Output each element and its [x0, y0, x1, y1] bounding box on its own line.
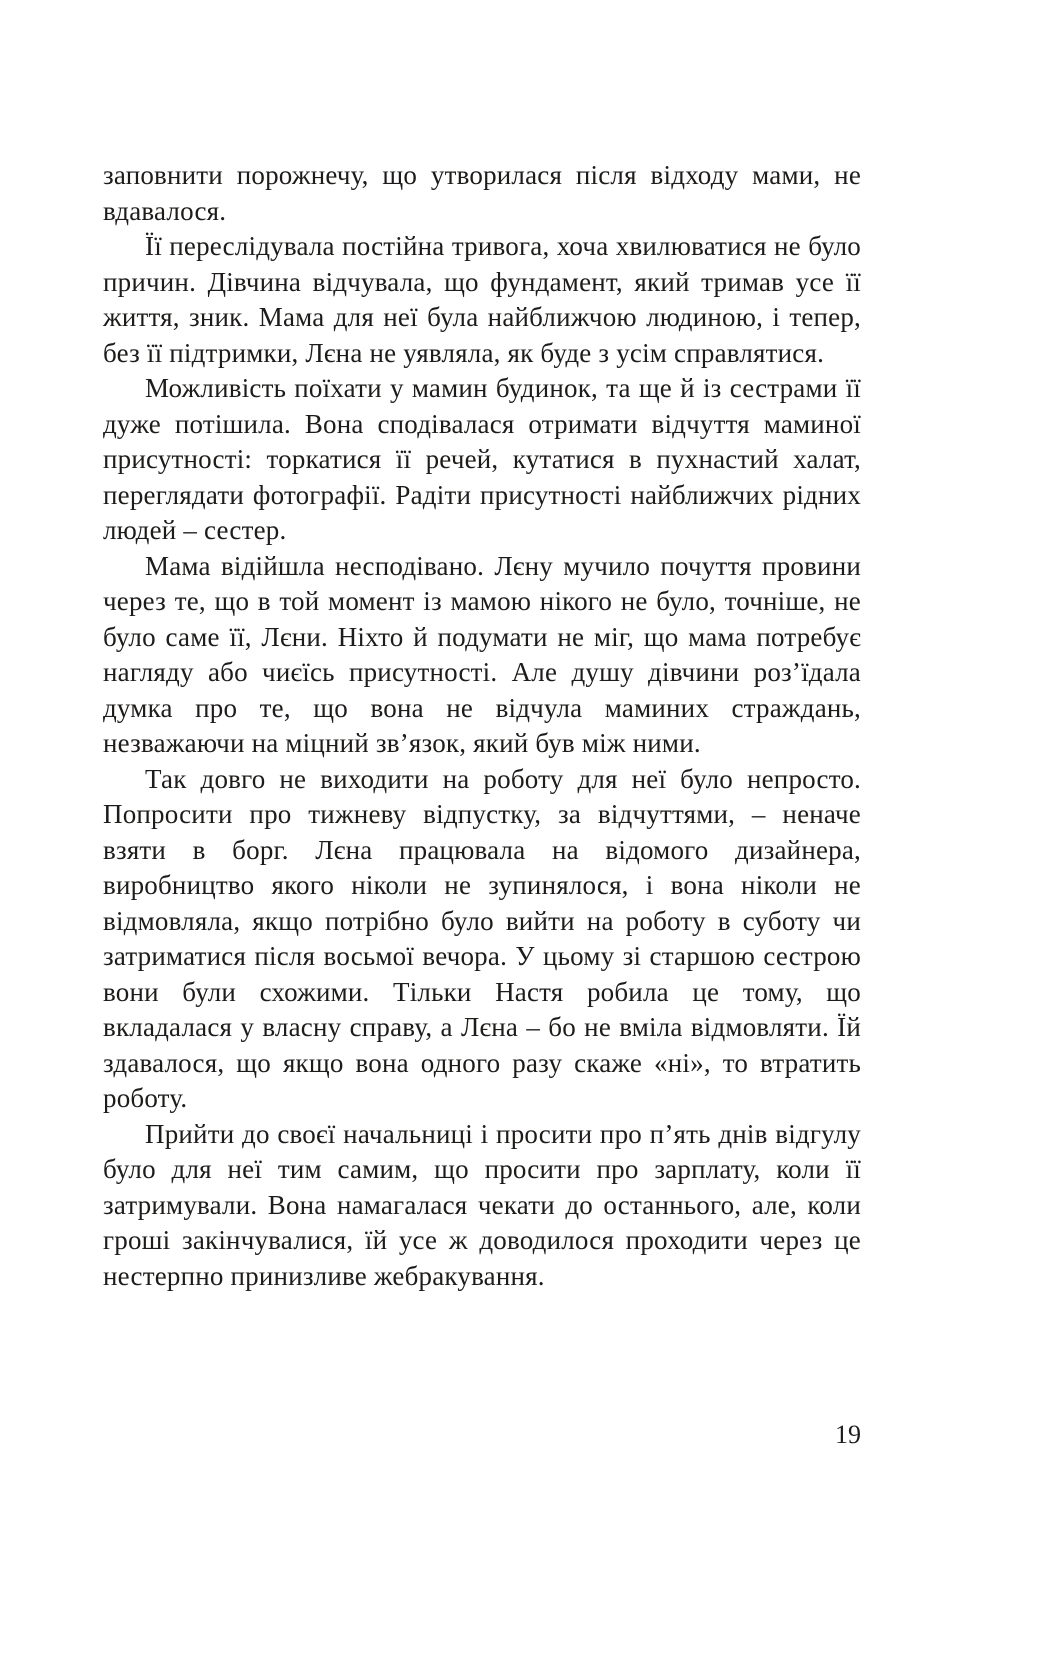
- paragraph: Мама відійшла несподівано. Лєну мучило почуття провини через те, що в той момент із мамою нікого не було, точніше, не було саме її, Лєни. Ніхто й подумати не міг, що мама потребує нагляду або чиєїсь присутності. Але душу дівчини роз’їдала думка про те, що вона не відчула маминих страждань, незважаючи на міцний зв’язок, який був між ними.: [103, 550, 861, 758]
- paragraph: Її переслідувала постійна тривога, хоча хвилюватися не було причин. Дівчина відчувала, що фундамент, який тримав усе її життя, зник. Мама для неї була найближчою людиною, і тепер, без її підтримки, Лєна не уявляла, як буде з усім справлятися.: [103, 231, 861, 368]
- paragraph: Можливість поїхати у мамин будинок, та ще й із сестрами її дуже потішила. Вона сподівалася отримати відчуття маминої присутності: торкатися її речей, кутатися в пухнастий халат, переглядати фотографії. Радіти присутності найближчих рідних людей – сестер.: [103, 373, 861, 545]
- page-number: 19: [835, 1420, 861, 1449]
- paragraph: Так довго не виходити на роботу для неї було непросто. Попросити про тижневу відпустку, за відчуттями, – неначе взяти в борг. Лєна працювала на відомого дизайнера, виробництво якого ніколи не зупинялося, і вона ніколи не відмовляла, якщо потрібно було вийти на роботу в суботу чи затриматися після восьмої вечора. У цьому зі старшою сестрою вони були схожими. Тільки Настя робила це тому, що вкладалася у власну справу, а Лєна – бо не вміла відмовляти. Їй здавалося, що якщо вона одного разу скаже «ні», то втратить роботу.: [103, 763, 861, 1113]
- body-text: [103, 158, 861, 1294]
- paragraph: Прийти до своєї начальниці і просити про п’ять днів відгулу було для неї тим самим, що просити про зарплату, коли її затримували. Вона намагалася чекати до останнього, але, коли гроші закінчувалися, їй усе ж доводилося проходити через це нестерпно принизливе жебракування.: [103, 1118, 861, 1291]
- paragraph: заповнити порожнечу, що утворилася після відходу мами, не вдавалося.: [103, 160, 861, 226]
